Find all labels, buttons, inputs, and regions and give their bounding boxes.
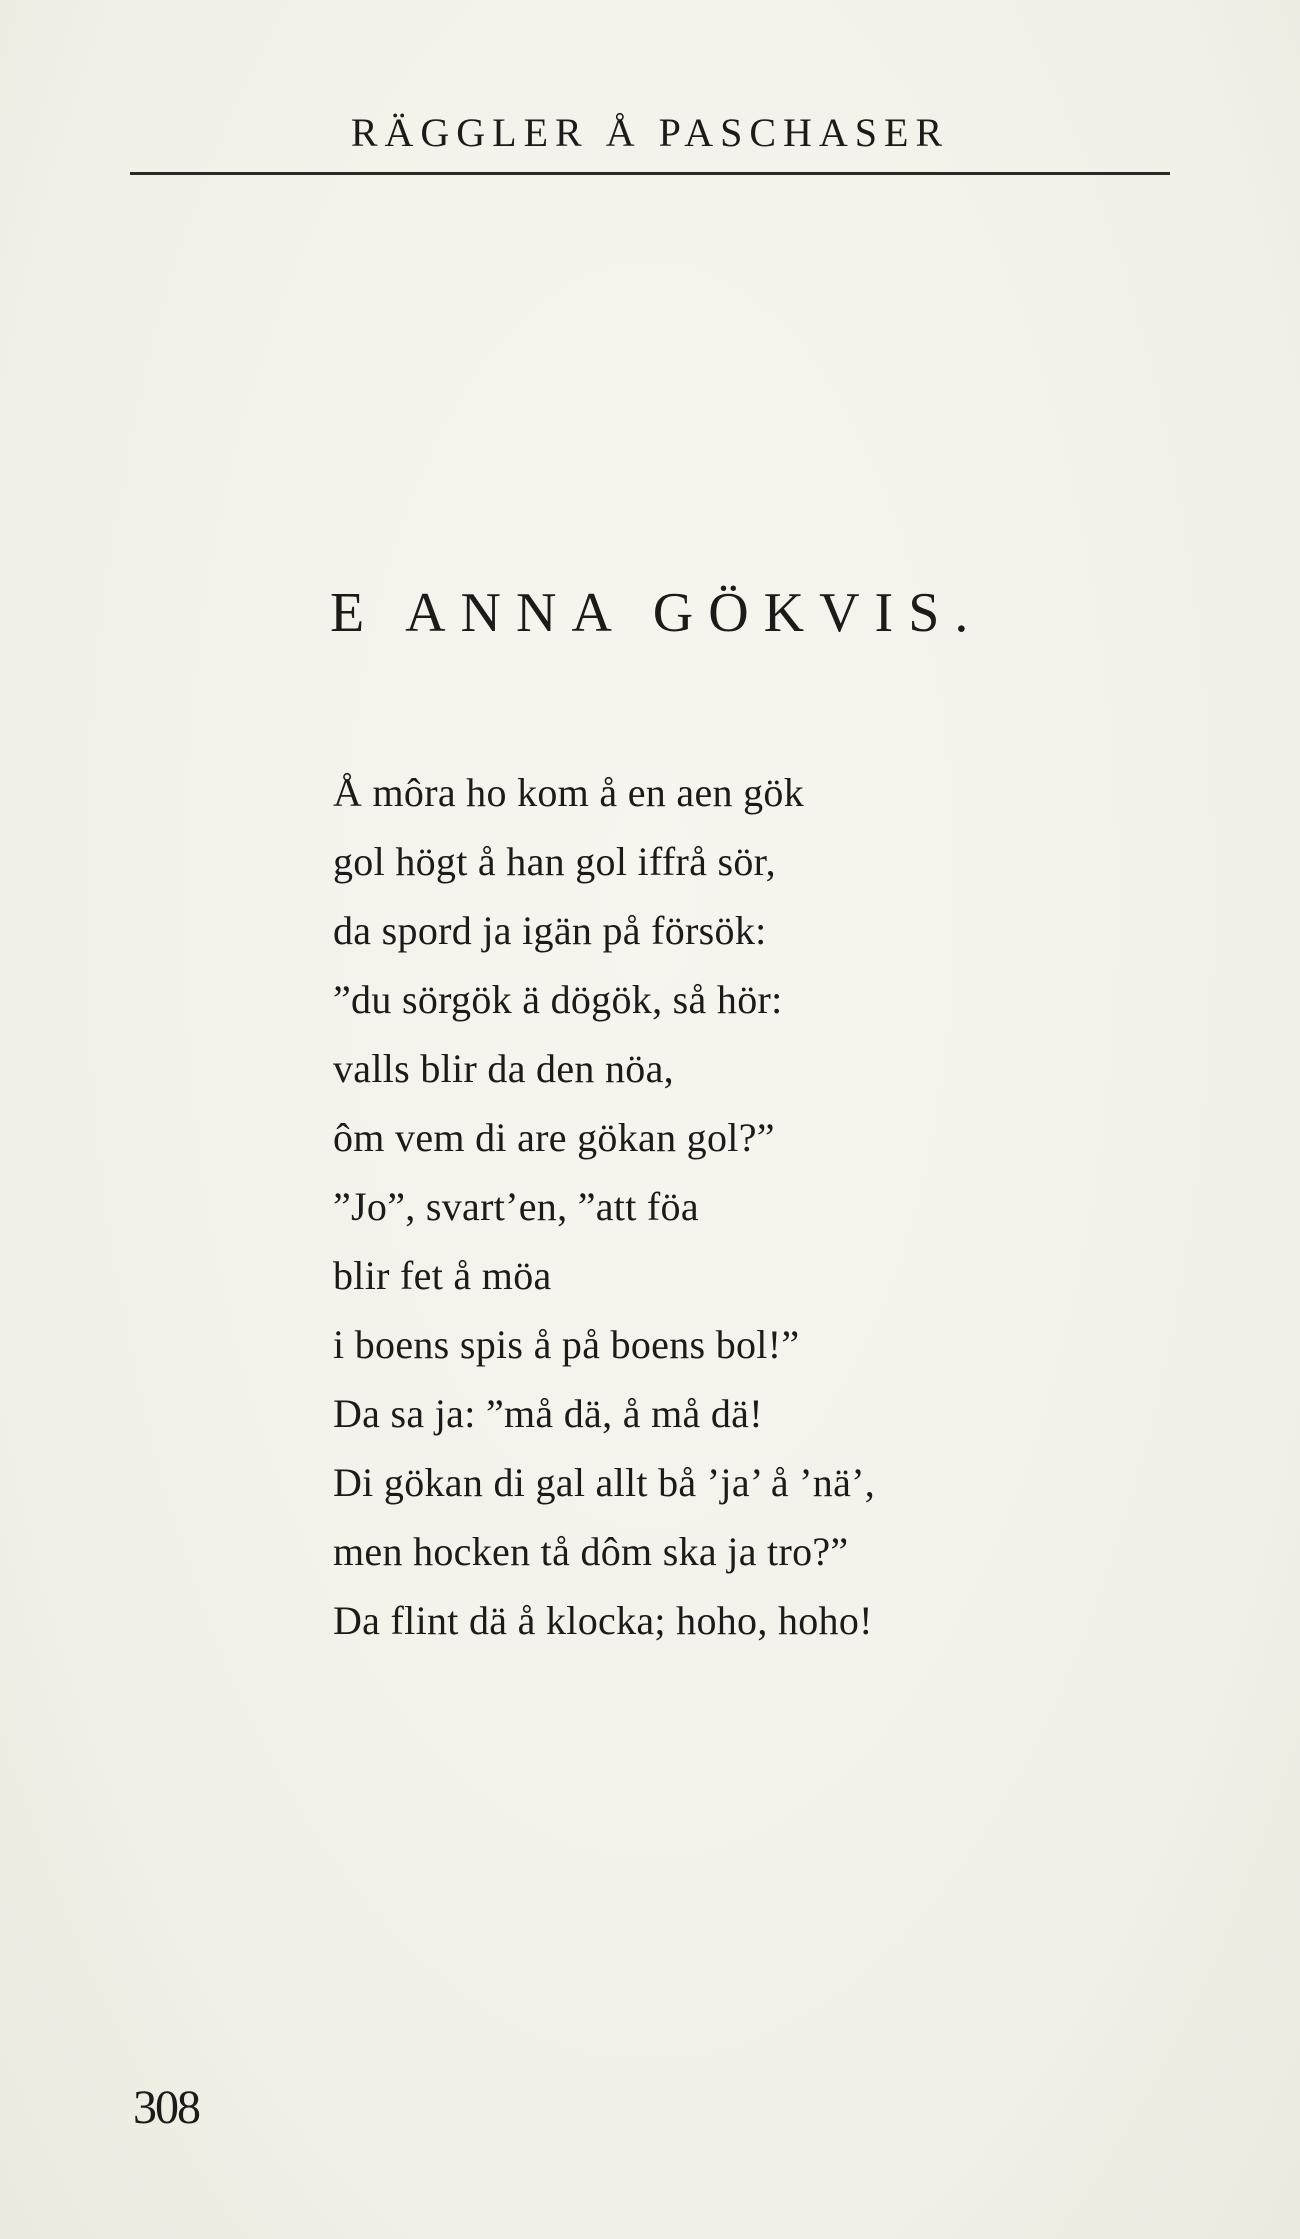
poem-line: blir fet å möa bbox=[333, 1253, 552, 1298]
poem-line: valls blir da den nöa, bbox=[333, 1046, 674, 1091]
poem-line: ”du sörgök ä dögök, så hör: bbox=[333, 977, 783, 1022]
poem-line: da spord ja igän på försök: bbox=[333, 908, 767, 953]
header-rule bbox=[130, 172, 1170, 175]
poem-line: Da flint dä å klocka; hoho, hoho! bbox=[333, 1598, 873, 1643]
poem-line: ôm vem di are gökan gol?” bbox=[333, 1115, 775, 1160]
poem-line: gol högt å han gol iffrå sör, bbox=[333, 839, 776, 884]
poem-line: i boens spis å på boens bol!” bbox=[333, 1322, 800, 1367]
page-number: 308 bbox=[133, 2081, 199, 2134]
poem-line: Di gökan di gal allt bå ’ja’ å ’nä’, bbox=[333, 1460, 876, 1505]
poem-line: Da sa ja: ”må dä, å må dä! bbox=[333, 1391, 763, 1436]
poem-line: Å môra ho kom å en aen gök bbox=[333, 770, 805, 815]
poem-title: E ANNA GÖKVIS. bbox=[330, 582, 984, 644]
poem-line: ”Jo”, svart’en, ”att föa bbox=[333, 1184, 699, 1229]
poem-body bbox=[333, 758, 875, 1655]
running-head: RÄGGLER Å PASCHASER bbox=[350, 110, 950, 155]
poem-line: men hocken tå dôm ska ja tro?” bbox=[333, 1529, 849, 1574]
